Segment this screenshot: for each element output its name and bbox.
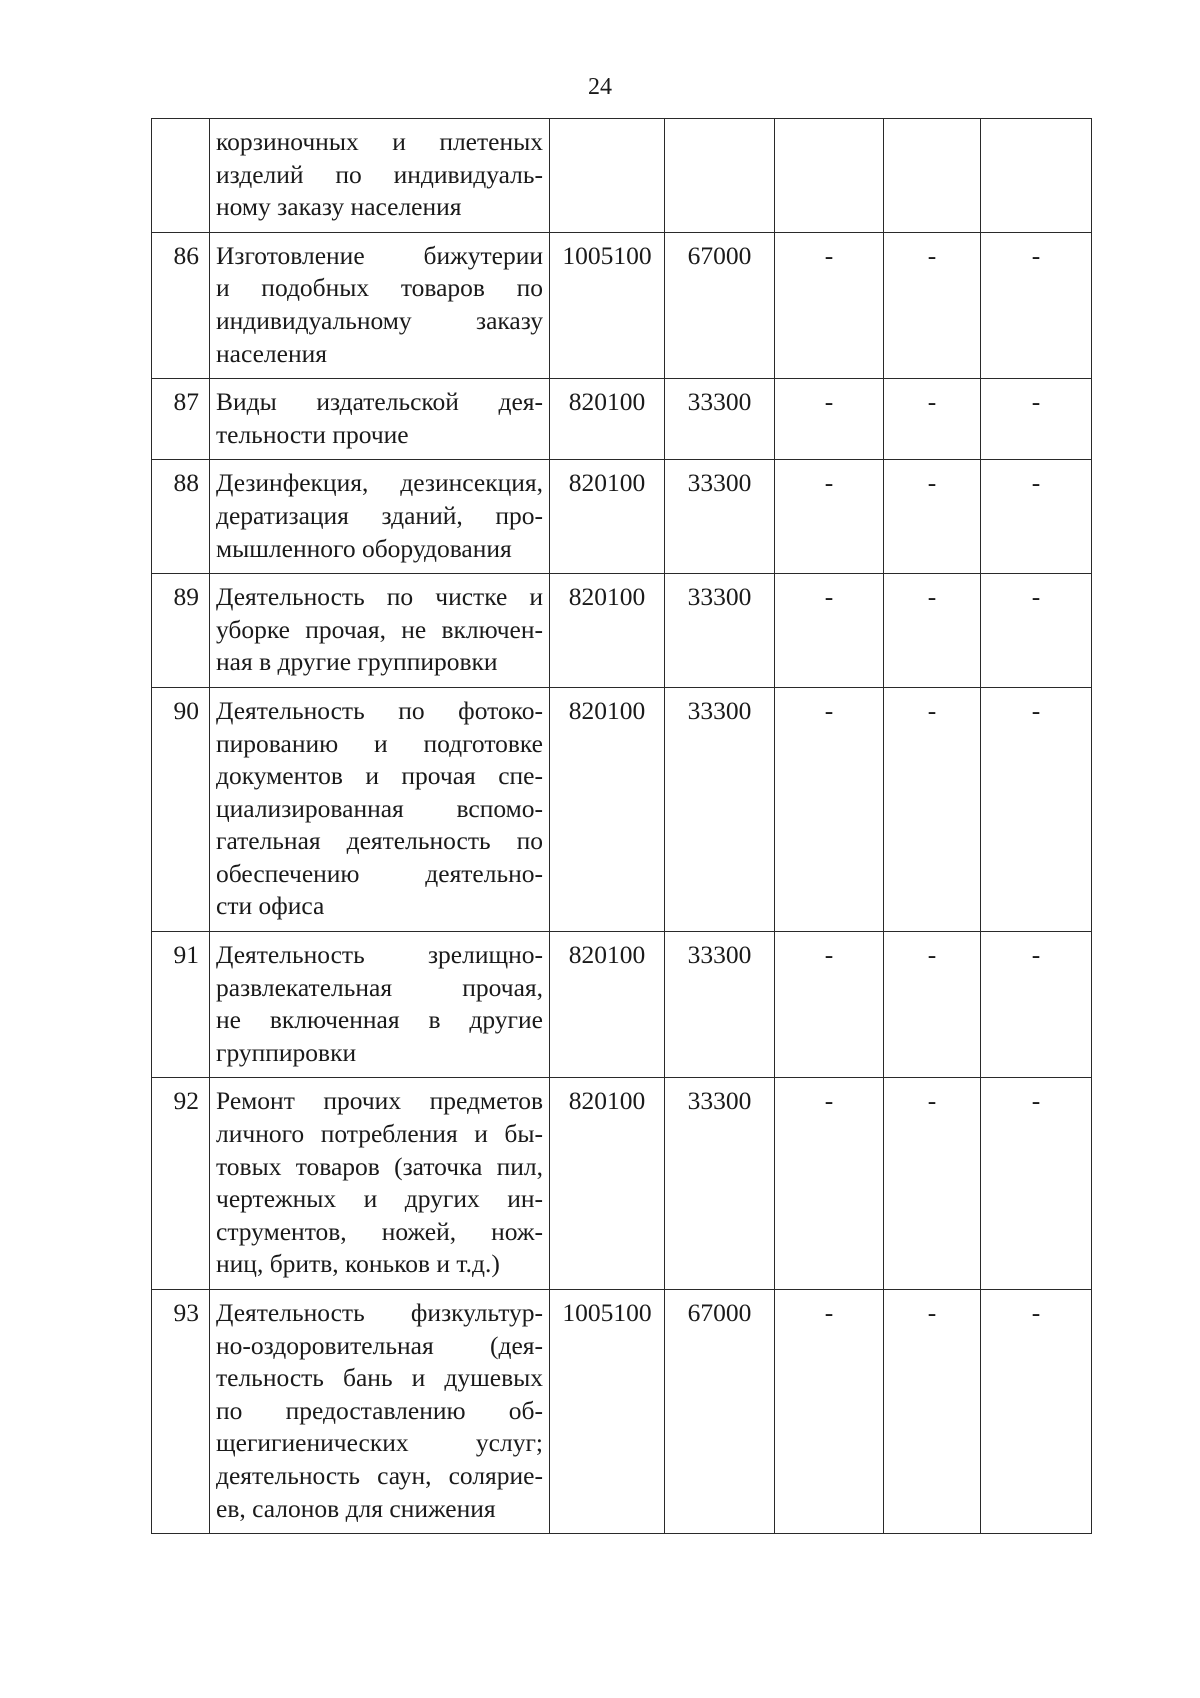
value-cell-v3: - (775, 574, 884, 688)
activity-name-line: ев, салонов для снижения (216, 1493, 496, 1523)
row-number: 89 (152, 574, 210, 688)
value-cell-v1: 820100 (550, 460, 665, 574)
value-cell-v1: 820100 (550, 1078, 665, 1290)
value-cell-v4 (884, 119, 981, 233)
activity-name-line: и подобных товаров по (216, 273, 543, 303)
value-cell-v3: - (775, 232, 884, 378)
activity-name (210, 932, 550, 1078)
activity-name-line: Дезинфекция, дезинсекция, (216, 468, 543, 498)
value-cell-v1: 820100 (550, 574, 665, 688)
value-cell-v2: 33300 (665, 932, 775, 1078)
value-cell-v1: 820100 (550, 379, 665, 460)
activity-name-line: ниц, бритв, коньков и т.д.) (216, 1249, 500, 1279)
value-cell-v1 (550, 119, 665, 233)
activity-name-line: щегигиенических услуг; (216, 1428, 543, 1458)
activity-name-line: деятельность саун, солярие- (216, 1460, 543, 1490)
table-row (152, 379, 1092, 460)
value-cell-v4: - (884, 687, 981, 931)
value-cell-v3: - (775, 379, 884, 460)
activity-name-line: документов и прочая спе- (216, 761, 543, 791)
value-cell-v2: 33300 (665, 574, 775, 688)
activity-name-line: струментов, ножей, нож- (216, 1216, 543, 1246)
value-cell-v2: 33300 (665, 460, 775, 574)
value-cell-v5: - (981, 932, 1092, 1078)
value-cell-v1: 1005100 (550, 1290, 665, 1534)
activity-name (210, 460, 550, 574)
tariff-table (151, 118, 1092, 1534)
table-row (152, 1290, 1092, 1534)
value-cell-v5 (981, 119, 1092, 233)
activity-name-line: уборке прочая, не включен- (216, 614, 543, 644)
activity-name (210, 232, 550, 378)
table-row (152, 1078, 1092, 1290)
value-cell-v5: - (981, 1078, 1092, 1290)
value-cell-v4: - (884, 1078, 981, 1290)
activity-name-line: Виды издательской дея- (216, 387, 543, 417)
value-cell-v5: - (981, 687, 1092, 931)
activity-name (210, 1290, 550, 1534)
activity-name-line: дератизация зданий, про- (216, 500, 543, 530)
activity-name (210, 379, 550, 460)
value-cell-v1: 1005100 (550, 232, 665, 378)
value-cell-v4: - (884, 574, 981, 688)
row-number: 88 (152, 460, 210, 574)
activity-name-line: ному заказу населения (216, 192, 462, 222)
activity-name-line: населения (216, 338, 327, 368)
activity-name-line: но-оздоровительная (дея- (216, 1330, 543, 1360)
value-cell-v3: - (775, 687, 884, 931)
row-number: 87 (152, 379, 210, 460)
table-row (152, 232, 1092, 378)
activity-name-line: индивидуальному заказу (216, 305, 543, 335)
activity-name-line: тельность бань и душевых (216, 1363, 543, 1393)
value-cell-v4: - (884, 1290, 981, 1534)
value-cell-v2: 67000 (665, 232, 775, 378)
activity-name-line: мышленного оборудования (216, 533, 512, 563)
activity-name-line: Деятельность зрелищно- (216, 940, 543, 970)
row-number: 92 (152, 1078, 210, 1290)
activity-name-line: тельности прочие (216, 419, 409, 449)
value-cell-v4: - (884, 460, 981, 574)
activity-name-line: сти офиса (216, 891, 325, 921)
activity-name-line: личного потребления и бы- (216, 1119, 543, 1149)
activity-name-line: не включенная в другие (216, 1005, 543, 1035)
activity-name-line: корзиночных и плетеных (216, 127, 543, 156)
activity-name-line: группировки (216, 1037, 357, 1067)
activity-name-line: изделий по индивидуаль- (216, 159, 543, 189)
activity-name (210, 119, 550, 233)
value-cell-v2: 67000 (665, 1290, 775, 1534)
activity-name (210, 687, 550, 931)
table-row (152, 119, 1092, 233)
value-cell-v2: 33300 (665, 379, 775, 460)
value-cell-v3: - (775, 1290, 884, 1534)
table-body (152, 119, 1092, 1534)
activity-name-line: Деятельность физкультур- (216, 1298, 543, 1327)
activity-name-line: по предоставлению об- (216, 1395, 543, 1425)
activity-name-line: Ремонт прочих предметов (216, 1086, 543, 1116)
activity-name (210, 574, 550, 688)
value-cell-v2: 33300 (665, 1078, 775, 1290)
activity-name-line: Изготовление бижутерии (216, 240, 543, 270)
activity-name-line: Деятельность по чистке и (216, 582, 543, 612)
table-row (152, 932, 1092, 1078)
table-row (152, 460, 1092, 574)
value-cell-v2 (665, 119, 775, 233)
value-cell-v5: - (981, 460, 1092, 574)
value-cell-v4: - (884, 232, 981, 378)
row-number: 86 (152, 232, 210, 378)
row-number: 91 (152, 932, 210, 1078)
value-cell-v5: - (981, 574, 1092, 688)
activity-name-line: товых товаров (заточка пил, (216, 1151, 543, 1181)
value-cell-v4: - (884, 932, 981, 1078)
activity-name-line: обеспечению деятельно- (216, 858, 543, 888)
value-cell-v3: - (775, 460, 884, 574)
value-cell-v5: - (981, 1290, 1092, 1534)
value-cell-v5: - (981, 379, 1092, 460)
row-number (152, 119, 210, 233)
value-cell-v4: - (884, 379, 981, 460)
activity-name-line: ная в другие группировки (216, 647, 498, 677)
value-cell-v3 (775, 119, 884, 233)
value-cell-v5: - (981, 232, 1092, 378)
activity-name-line: чертежных и других ин- (216, 1184, 543, 1214)
activity-name-line: циализированная вспомо- (216, 793, 543, 823)
value-cell-v3: - (775, 932, 884, 1078)
table-row (152, 574, 1092, 688)
activity-name-line: Деятельность по фотоко- (216, 695, 543, 725)
value-cell-v2: 33300 (665, 687, 775, 931)
activity-name-line: развлекательная прочая, (216, 972, 543, 1002)
value-cell-v1: 820100 (550, 687, 665, 931)
value-cell-v1: 820100 (550, 932, 665, 1078)
row-number: 90 (152, 687, 210, 931)
row-number: 93 (152, 1290, 210, 1534)
activity-name-line: пированию и подготовке (216, 728, 543, 758)
table-row (152, 687, 1092, 931)
activity-name (210, 1078, 550, 1290)
value-cell-v3: - (775, 1078, 884, 1290)
page-number: 24 (588, 74, 612, 100)
activity-name-line: гательная деятельность по (216, 826, 543, 856)
